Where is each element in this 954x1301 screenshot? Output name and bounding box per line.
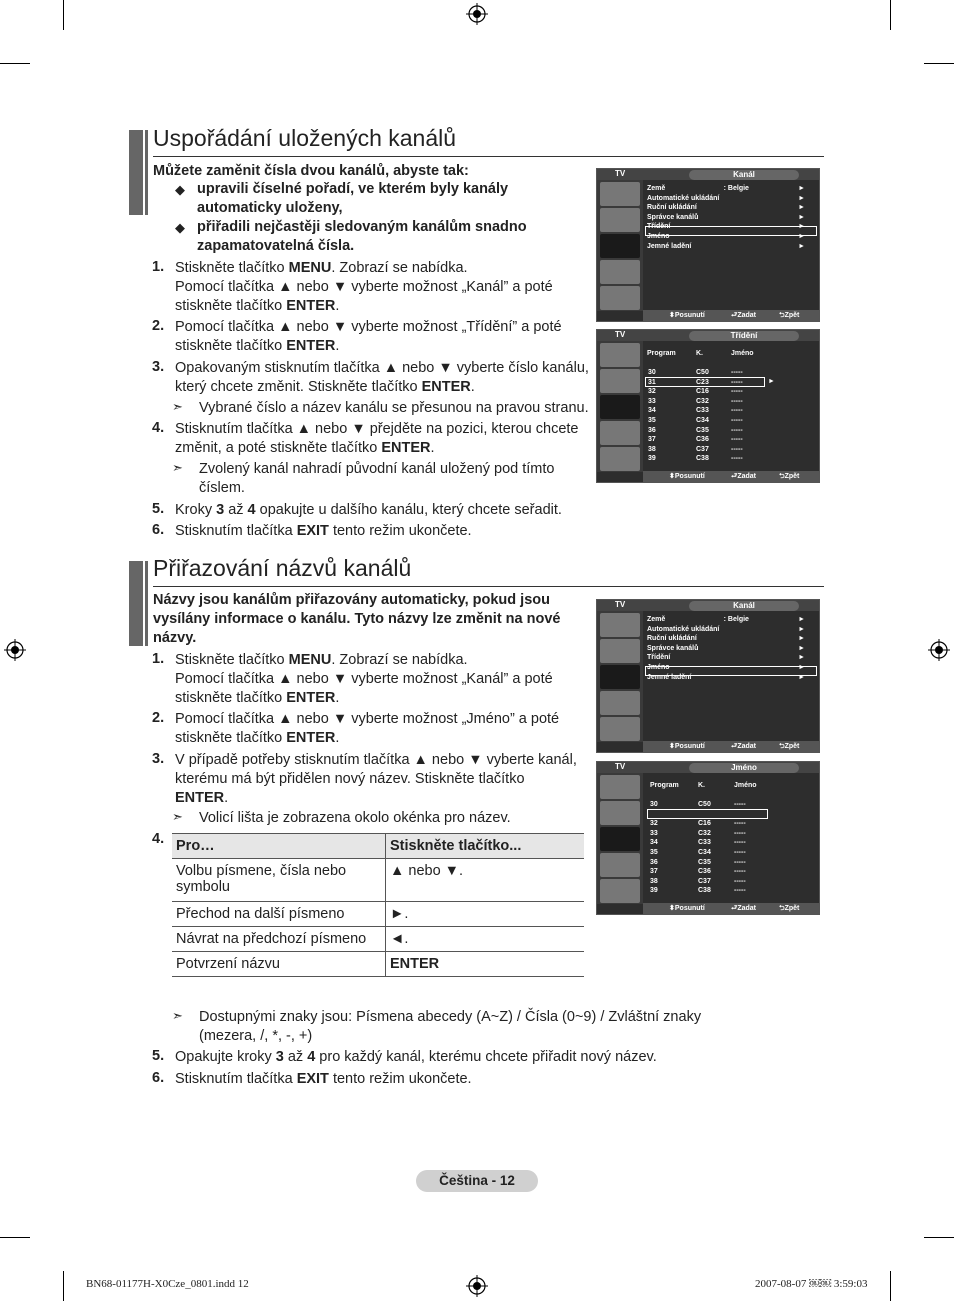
tv-list-row: -----	[731, 397, 743, 405]
tv-list-row: -----	[731, 436, 743, 444]
tv-list-row: 35	[650, 848, 658, 856]
selection-highlight	[645, 226, 817, 236]
table-cell: ◄.	[386, 927, 585, 952]
tv-list-row: -----	[734, 877, 746, 885]
tv-list-row: C34	[698, 848, 711, 856]
col-header: Program	[650, 782, 679, 789]
tv-list-row: 34	[650, 839, 658, 847]
col-header: Jméno	[731, 350, 754, 357]
step-text: Stisknutím tlačítka ▲ nebo ▼ přejděte na pozici, kterou chcete změnit, a poté stiskněte tlačítko ENTER.	[175, 421, 579, 456]
tv-menu-screen	[596, 168, 820, 322]
table-cell: ►.	[386, 902, 585, 927]
crop-mark	[924, 1237, 954, 1238]
tv-list-row: 36	[648, 426, 656, 434]
registration-mark-icon	[4, 639, 26, 661]
note-arrow-icon: ➣	[172, 809, 183, 824]
tv-list-row: 33	[648, 397, 656, 405]
tv-list-row: C37	[696, 445, 709, 453]
registration-mark-icon	[928, 639, 950, 661]
tv-list-row: C35	[698, 858, 711, 866]
note-text: Dostupnými znaky jsou: Písmena abecedy (A~Z) / Čísla (0~9) / Zvláštní znaky	[199, 1009, 702, 1025]
crop-mark	[890, 0, 891, 30]
section-intro: Názvy jsou kanálům přiřazovány automaticky, pokud jsou	[153, 592, 550, 608]
tv-list-row: -----	[734, 858, 746, 866]
tv-list-row: 34	[648, 407, 656, 415]
section-rule	[153, 156, 824, 157]
table-header: Stiskněte tlačítko...	[386, 834, 585, 859]
tv-label: TV	[615, 169, 626, 178]
file-info: BN68-01177H-X0Cze_0801.indd 12	[86, 1278, 249, 1290]
tv-sort-screen	[596, 329, 820, 483]
tv-label: TV	[615, 762, 626, 771]
tv-list-row: -----	[731, 416, 743, 424]
tv-list-row: C36	[698, 868, 711, 876]
tv-list-row: 37	[648, 436, 656, 444]
col-header: Program	[647, 350, 676, 357]
crop-mark	[0, 1237, 30, 1238]
tv-list-row: 30	[650, 801, 658, 808]
table-cell: Volbu písmene, čísla nebo symbolu	[172, 859, 386, 902]
section-bar	[145, 561, 148, 646]
table-cell: Návrat na předchozí písmeno	[172, 927, 386, 952]
tv-list-row: 36	[650, 858, 658, 866]
step-number: 5.	[152, 1048, 165, 1064]
selection-highlight	[645, 377, 765, 387]
tv-list-row: -----	[734, 868, 746, 876]
tv-list-row: C38	[696, 455, 709, 463]
selection-highlight	[645, 666, 817, 676]
tv-list-row: -----	[731, 455, 743, 463]
tv-list-row: 37	[650, 868, 658, 876]
step-text: V případě potřeby stisknutím tlačítka ▲ nebo ▼ vyberte kanál, kterému má být přidělen nový název. Stiskněte tlačítko ENTER.	[175, 752, 577, 806]
tv-list-row: 33	[650, 829, 658, 837]
tv-menu-title: Kanál	[689, 170, 799, 180]
step-number: 5.	[152, 501, 165, 517]
section-intro: vysílány informace o kanálu. Tyto názvy lze změnit na nové	[153, 611, 561, 627]
tv-list-row: -----	[734, 829, 746, 837]
note-text: Vybrané číslo a název kanálu se přesunou na pravou stranu.	[199, 400, 589, 416]
step-text: Opakujte kroky 3 až 4 pro každý kanál, kterému chcete přiřadit nový název.	[175, 1049, 657, 1065]
col-header: K.	[696, 350, 703, 357]
registration-mark-icon	[466, 3, 488, 25]
crop-mark	[0, 63, 30, 64]
tv-list-row: 35	[648, 416, 656, 424]
tv-list-row: 32	[650, 820, 658, 828]
tv-footer: ⬍ Posunutí ⮐ Zadat ⮌ Zpět	[643, 310, 819, 321]
tv-list-row: C38	[698, 887, 711, 895]
table-cell: Potvrzení názvu	[172, 952, 386, 977]
tv-list-row: -----	[734, 848, 746, 856]
section-intro: Můžete zaměnit čísla dvou kanálů, abyste tak:	[153, 163, 469, 179]
tv-list-row: C16	[696, 388, 709, 396]
note-text: (mezera, /, *, -, +)	[199, 1028, 313, 1044]
step-number: 2.	[152, 710, 165, 726]
tv-menu-title: Jméno	[689, 763, 799, 773]
section-rule	[153, 586, 824, 587]
tv-list-row: -----	[731, 369, 743, 376]
table-cell: ▲ nebo ▼.	[386, 859, 585, 902]
tv-footer: ⬍ Posunutí ⮐ Zadat ⮌ Zpět	[643, 741, 819, 752]
selection-highlight	[647, 809, 768, 819]
note-arrow-icon: ➣	[172, 399, 183, 414]
step-text: Kroky 3 až 4 opakujte u dalšího kanálu, který chcete seřadit.	[175, 502, 562, 518]
bullet-text: upravili číselné pořadí, ve kterém byly kanály automaticky uloženy,	[197, 181, 509, 216]
tv-menu-title: Kanál	[689, 601, 799, 611]
tv-list-row: C50	[696, 369, 709, 376]
tv-list-row: -----	[734, 839, 746, 847]
tv-list-row: C37	[698, 877, 711, 885]
crop-mark	[63, 1271, 64, 1301]
table-cell: Přechod na další písmeno	[172, 902, 386, 927]
tv-list-row: C33	[696, 407, 709, 415]
tv-list-row: 39	[650, 887, 658, 895]
section-bar	[145, 130, 148, 215]
crop-mark	[63, 0, 64, 30]
note-text: Zvolený kanál nahradí původní kanál uložený pod tímto	[199, 461, 555, 477]
tv-list-row: C36	[696, 436, 709, 444]
step-number: 1.	[152, 259, 165, 275]
tv-list-row: -----	[731, 388, 743, 396]
tv-menu-list: Země : Belgie Automatické ukládání Ruční ukládání Správce kanálů Třídění Jméno Jemné ladění	[647, 616, 749, 681]
tv-list-row: -----	[731, 426, 743, 434]
tv-menu-list: Země : Belgie Automatické ukládání Ruční ukládání Správce kanálů Třídění Jméno Jemné ladění	[647, 185, 749, 250]
page-number-badge: Čeština - 12	[416, 1170, 538, 1192]
table-header: Pro…	[172, 834, 386, 859]
tv-list-row: C35	[696, 426, 709, 434]
tv-list-row: 39	[648, 455, 656, 463]
section-title: Přiřazování názvů kanálů	[153, 555, 412, 581]
tv-list-row: 38	[650, 877, 658, 885]
crop-mark	[890, 1271, 891, 1301]
tv-footer: ⬍ Posunutí ⮐ Zadat ⮌ Zpět	[643, 903, 819, 914]
menu-arrow-icon: ► ► ► ► ► ► ►	[798, 616, 805, 681]
step-text: Stisknutím tlačítka EXIT tento režim ukončete.	[175, 1071, 472, 1087]
col-header: Jméno	[734, 782, 757, 789]
crop-mark	[924, 63, 954, 64]
step-number: 6.	[152, 1070, 165, 1086]
tv-menu-screen	[596, 599, 820, 753]
note-arrow-icon: ➣	[172, 1008, 183, 1023]
menu-arrow-icon: ► ► ► ► ► ► ►	[798, 185, 805, 250]
note-text: Volicí lišta je zobrazena okolo okénka pro název.	[199, 810, 511, 826]
step-text: Stisknutím tlačítka EXIT tento režim ukončete.	[175, 523, 472, 539]
tv-list-row: 32	[648, 388, 656, 396]
step-number: 1.	[152, 651, 165, 667]
tv-menu-title: Třídění	[689, 331, 799, 341]
tv-list-row: C32	[698, 829, 711, 837]
tv-list-row: -----	[734, 801, 746, 808]
bullet-diamond-icon: ◆	[175, 220, 185, 235]
step-number: 3.	[152, 359, 165, 375]
bullet-text: přiřadili nejčastěji sledovaným kanálům snadno zapamatovatelná čísla.	[197, 219, 527, 254]
tv-name-screen	[596, 761, 820, 915]
tv-list-row: 38	[648, 445, 656, 453]
tv-list-row: C50	[698, 801, 711, 808]
tv-label: TV	[615, 600, 626, 609]
section-bar	[129, 561, 143, 646]
tv-list-row: 30	[648, 369, 656, 376]
step-number: 6.	[152, 522, 165, 538]
tv-list-row: C32	[696, 397, 709, 405]
step-text: Stiskněte tlačítko MENU. Zobrazí se nabídka. Pomocí tlačítka ▲ nebo ▼ vyberte možnost „Kanál” a poté stiskněte tlačítko ENTER.	[175, 260, 553, 314]
section-bar	[129, 130, 143, 215]
tv-list-row: C23	[696, 378, 709, 386]
tv-list-row: -----	[731, 378, 743, 386]
move-arrow-icon: ►	[768, 378, 775, 385]
section-intro: názvy.	[153, 630, 197, 646]
tv-list-row: -----	[731, 407, 743, 415]
step-text: Pomocí tlačítka ▲ nebo ▼ vyberte možnost „Třídění” a poté stiskněte tlačítko ENTER.	[175, 319, 562, 354]
tv-list-row: -----	[734, 820, 746, 828]
tv-list-row: C16	[698, 820, 711, 828]
section-title: Uspořádání uložených kanálů	[153, 125, 457, 151]
note-arrow-icon: ➣	[172, 460, 183, 475]
tv-list-row: C34	[696, 416, 709, 424]
step-text: Stiskněte tlačítko MENU. Zobrazí se nabídka. Pomocí tlačítka ▲ nebo ▼ vyberte možnost „Kanál” a poté stiskněte tlačítko ENTER.	[175, 652, 553, 706]
note-text: číslem.	[199, 480, 245, 496]
key-table	[172, 833, 584, 977]
tv-list-row: -----	[731, 445, 743, 453]
step-text: Pomocí tlačítka ▲ nebo ▼ vyberte možnost „Jméno” a poté stiskněte tlačítko ENTER.	[175, 711, 560, 746]
step-number: 4.	[152, 831, 165, 847]
bullet-diamond-icon: ◆	[175, 182, 185, 197]
tv-list-row: C33	[698, 839, 711, 847]
step-number: 4.	[152, 420, 165, 436]
table-cell: ENTER	[386, 952, 585, 977]
col-header: K.	[698, 782, 705, 789]
registration-mark-icon	[466, 1275, 488, 1297]
tv-label: TV	[615, 330, 626, 339]
step-number: 2.	[152, 318, 165, 334]
tv-footer: ⬍ Posunutí ⮐ Zadat ⮌ Zpět	[643, 471, 819, 482]
step-number: 3.	[152, 751, 165, 767]
timestamp: 2007-08-07 ￼￼ 3:59:03	[755, 1278, 868, 1290]
tv-list-row: 31	[648, 378, 656, 386]
tv-list-row: -----	[734, 887, 746, 895]
step-text: Opakovaným stisknutím tlačítka ▲ nebo ▼ vyberte číslo kanálu, který chcete změnit. Stiskněte tlačítko ENTER.	[175, 360, 589, 395]
